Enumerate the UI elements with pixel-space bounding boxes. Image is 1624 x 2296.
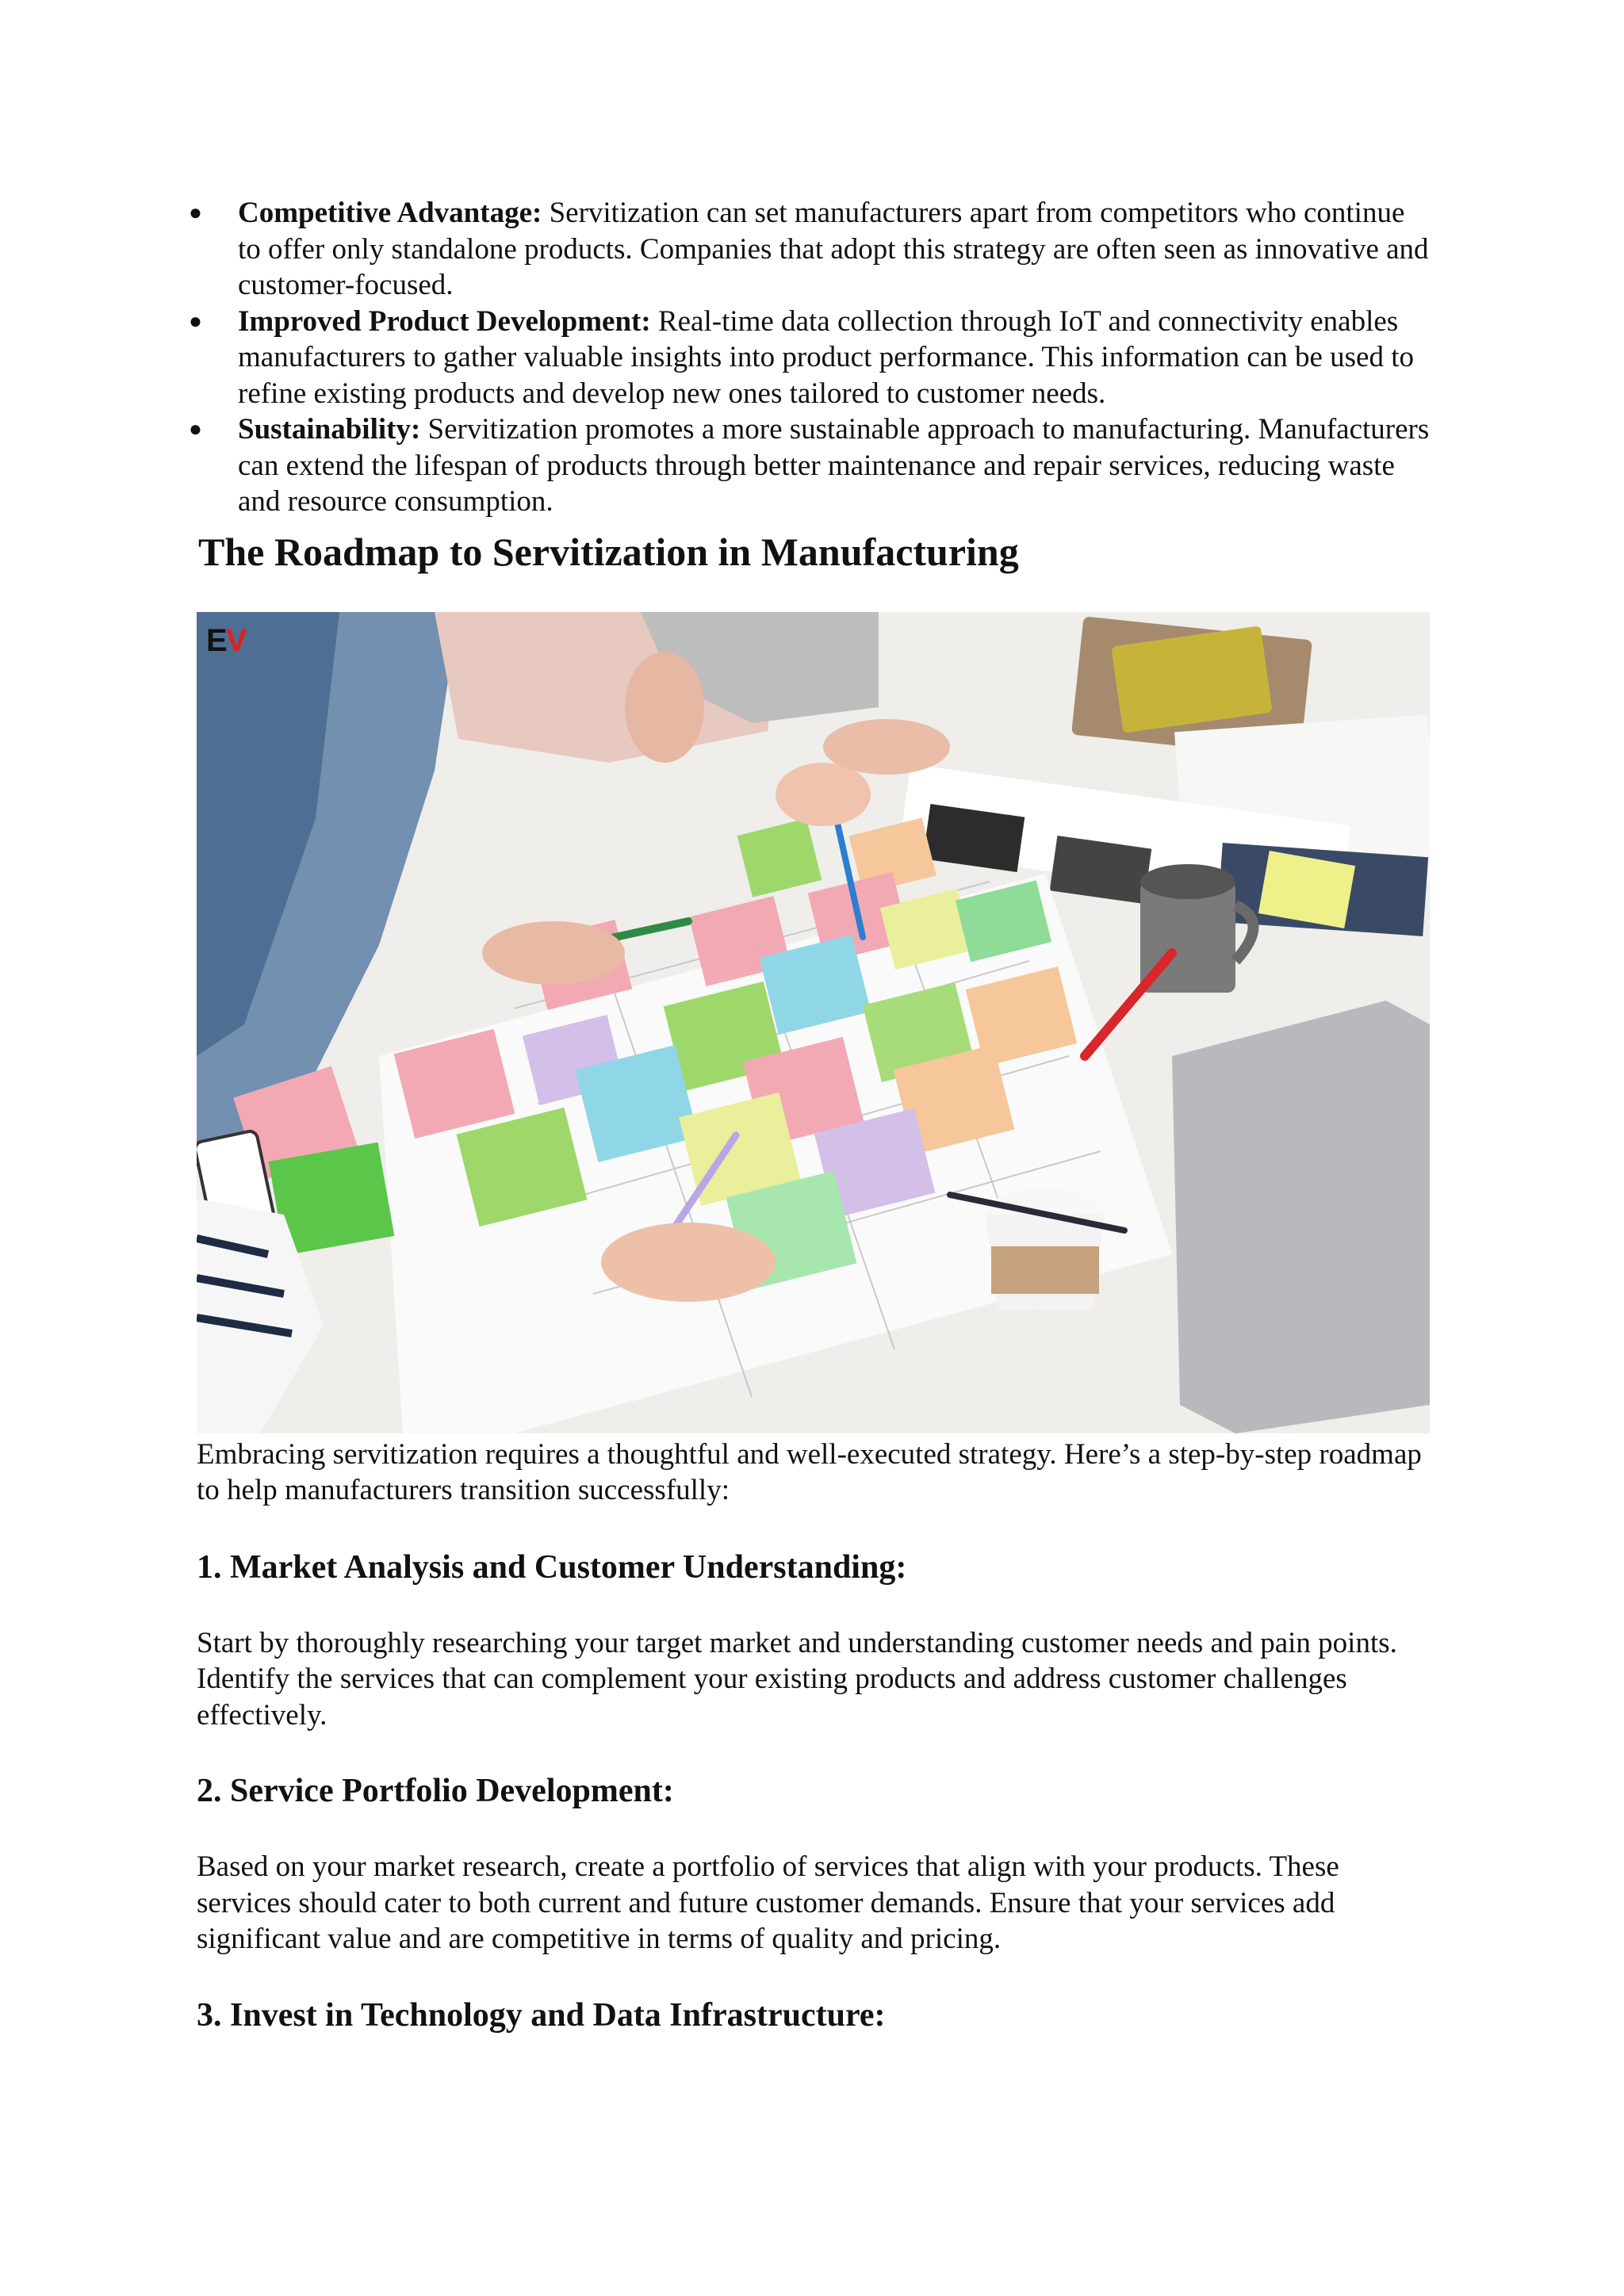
bullet-icon: ● — [189, 308, 202, 334]
step-paragraph: Start by thoroughly researching your target market and understanding customer needs and pain points. Identify the services that can complement your existing products and address customer challenges effectively. — [197, 1626, 1397, 1732]
step-heading: 2. Service Portfolio Development: — [197, 1773, 674, 1809]
step-paragraph: Based on your market research, create a portfolio of services that align with your products. These services should cater to both current and future customer demands. Ensure that your services add significant value and are competitive in terms of quality and pricing. — [197, 1850, 1339, 1955]
bullet-title: Competitive Advantage: — [238, 197, 542, 229]
bullet-icon: ● — [189, 201, 202, 225]
section-title: The Roadmap to Servitization in Manufacturing — [198, 529, 1019, 574]
hero-logo: EV — [206, 622, 246, 658]
bullet-text: Real-time data collection through IoT and connectivity enables manufacturers to gather valuable insights into product performance. This information can be used to refine existing products and develop new ones tailored to customer needs. — [238, 304, 1414, 410]
document-page — [189, 195, 1434, 2036]
step-heading: 1. Market Analysis and Customer Understanding: — [197, 1548, 907, 1586]
list-item — [189, 195, 1434, 304]
team-planning-illustration — [197, 612, 1430, 1433]
bullet-title: Improved Product Development: — [238, 304, 651, 338]
hero-image — [197, 612, 1430, 1433]
bullet-icon: ● — [189, 417, 202, 442]
bullet-text: Servitization can set manufacturers apart from competitors who continue to offer only standalone products. Companies that adopt this strategy are often seen as innovative and customer-focused. — [238, 197, 1429, 301]
list-item — [189, 411, 1434, 520]
intro-paragraph: Embracing servitization requires a thoughtful and well-executed strategy. Here’s a step-by-step roadmap to help manufacturers transition successfully: — [197, 1437, 1422, 1506]
step-heading: 3. Invest in Technology and Data Infrastructure: — [197, 1996, 886, 2034]
bullet-title: Sustainability: — [238, 413, 421, 446]
bullet-text: Servitization promotes a more sustainable approach to manufacturing. Manufacturers can extend the lifespan of products through better maintenance and repair services, reducing waste and resource consumption. — [238, 413, 1430, 518]
benefits-list — [189, 195, 1434, 520]
list-item — [189, 304, 1434, 412]
